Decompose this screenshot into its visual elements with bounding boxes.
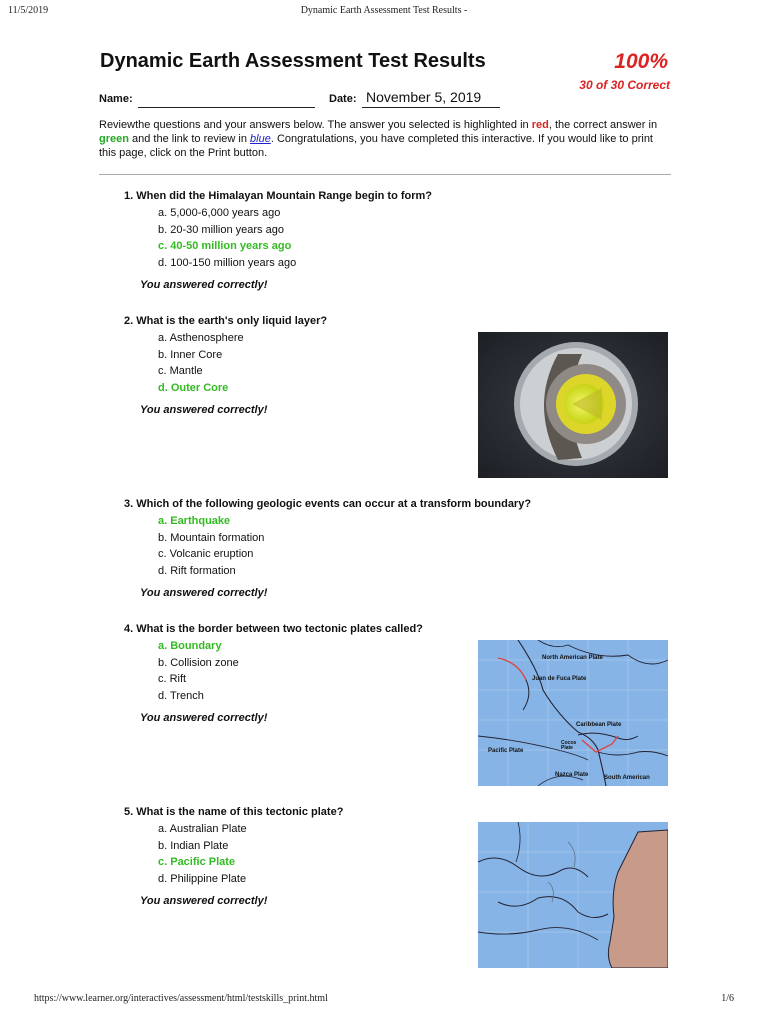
answer-option: b. 20-30 million years ago bbox=[158, 223, 284, 236]
intro-red-word: red bbox=[531, 119, 549, 131]
question-text: 2. What is the earth's only liquid layer? bbox=[124, 315, 328, 327]
answer-option: c. Volcanic eruption bbox=[158, 548, 254, 561]
plate-map-pacific bbox=[478, 822, 668, 968]
map-label: Pacific Plate bbox=[488, 748, 524, 754]
question-text: 4. What is the border between two tectonic plates called? bbox=[124, 623, 423, 635]
answer-option: b. Mountain formation bbox=[158, 531, 265, 544]
print-doc-title: Dynamic Earth Assessment Test Results - bbox=[300, 5, 468, 16]
answer-option: d. Trench bbox=[158, 690, 204, 703]
map-label: North American Plate bbox=[542, 655, 603, 661]
intro-part: . Congratulations, you have completed this interactive. If you would like to print this page, click on the Print button. bbox=[99, 133, 653, 159]
answer-option: d. 100-150 million years ago bbox=[158, 257, 297, 270]
plate-map-americas bbox=[478, 640, 668, 786]
intro-blue-link[interactable]: blue bbox=[250, 133, 271, 145]
footer-page-number: 1/6 bbox=[721, 993, 734, 1004]
question-text: 5. What is the name of this tectonic plate? bbox=[124, 806, 344, 818]
answer-option: a. Australian Plate bbox=[158, 823, 247, 835]
feedback-text: You answered correctly! bbox=[140, 279, 268, 291]
answer-option-correct: c. Pacific Plate bbox=[158, 856, 236, 869]
score-summary: 30 of 30 Correct bbox=[579, 78, 670, 92]
answer-option-correct: c. 40-50 million years ago bbox=[158, 240, 292, 253]
intro-part: and the link to review in bbox=[128, 133, 251, 145]
intro-part: Reviewthe questions and your answers below. The answer you selected is highlighted in bbox=[99, 119, 532, 131]
answer-option: c. Rift bbox=[158, 673, 187, 686]
score-percent: 100% bbox=[614, 50, 668, 73]
intro-part: , the correct answer in bbox=[548, 119, 658, 131]
answer-option: b. Indian Plate bbox=[158, 839, 229, 852]
plate-map-graphic bbox=[478, 640, 668, 786]
feedback-text: You answered correctly! bbox=[140, 404, 268, 416]
answer-option: b. Inner Core bbox=[158, 348, 223, 361]
answer-option: d. Philippine Plate bbox=[158, 873, 247, 886]
footer-url[interactable]: https://www.learner.org/interactives/assessment/html/testskills_print.html bbox=[34, 993, 328, 1004]
print-date: 11/5/2019 bbox=[8, 5, 49, 16]
answer-option-correct: a. Boundary bbox=[158, 640, 222, 652]
map-label: Caribbean Plate bbox=[576, 722, 622, 728]
date-value: November 5, 2019 bbox=[366, 89, 482, 105]
name-field[interactable] bbox=[138, 107, 315, 108]
question-text: 3. Which of the following geologic events can occur at a transform boundary? bbox=[124, 498, 532, 510]
intro-green-word: green bbox=[99, 133, 129, 145]
answer-option-correct: d. Outer Core bbox=[158, 382, 229, 395]
answer-option: b. Collision zone bbox=[158, 656, 239, 669]
map-label: Nazca Plate bbox=[555, 772, 589, 778]
map-label: Cocos Plate bbox=[561, 740, 577, 751]
question-3 bbox=[124, 498, 564, 582]
earth-layers-image bbox=[478, 332, 668, 478]
answer-option: a. Asthenosphere bbox=[158, 332, 244, 344]
feedback-text: You answered correctly! bbox=[140, 712, 268, 724]
divider bbox=[99, 174, 671, 175]
feedback-text: You answered correctly! bbox=[140, 895, 268, 907]
name-label: Name: bbox=[99, 93, 133, 105]
question-1 bbox=[124, 190, 564, 274]
intro-text bbox=[99, 118, 673, 160]
map-label: South American bbox=[604, 775, 650, 781]
answer-option-correct: a. Earthquake bbox=[158, 515, 231, 527]
answer-option: c. Mantle bbox=[158, 365, 203, 378]
feedback-text: You answered correctly! bbox=[140, 587, 268, 599]
page-title: Dynamic Earth Assessment Test Results bbox=[100, 50, 486, 72]
question-text: 1. When did the Himalayan Mountain Range begin to form? bbox=[124, 190, 433, 202]
map-label: Juan de Fuca Plate bbox=[532, 676, 587, 682]
date-field[interactable] bbox=[362, 107, 500, 108]
answer-option: d. Rift formation bbox=[158, 565, 236, 578]
answer-option: a. 5,000-6,000 years ago bbox=[158, 207, 281, 219]
date-label: Date: bbox=[329, 93, 357, 105]
